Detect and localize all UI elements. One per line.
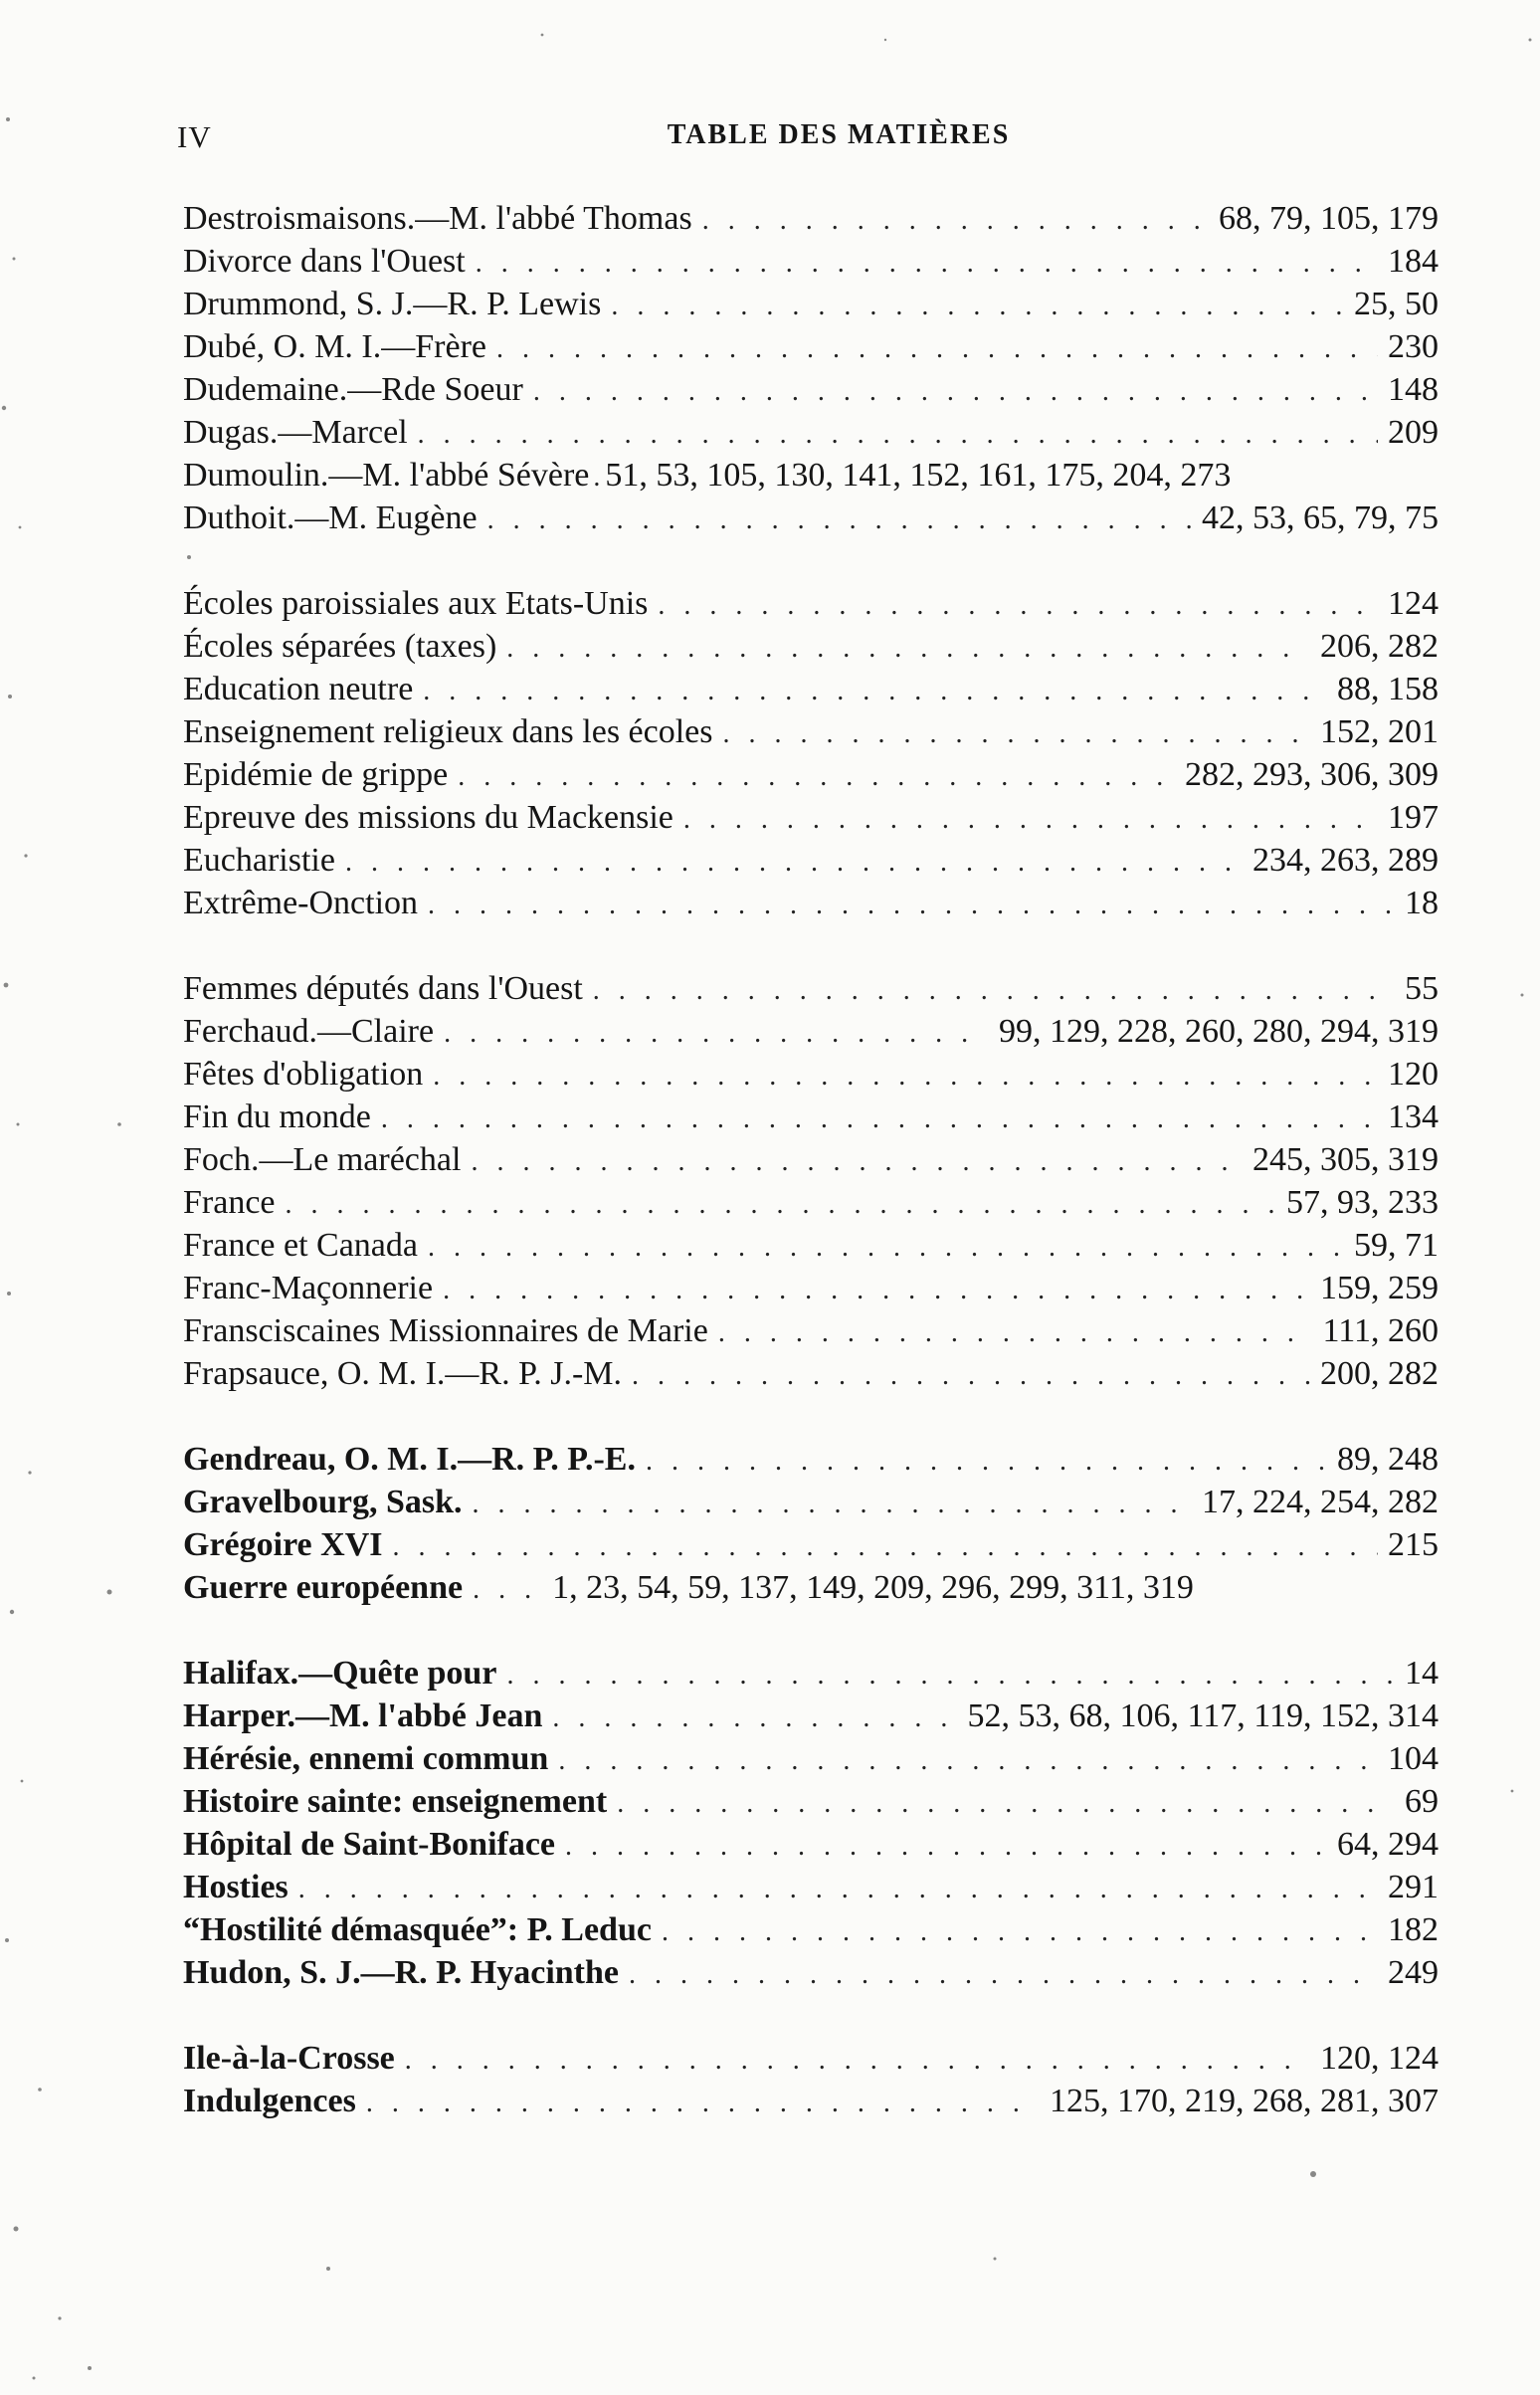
index-pages: 124 bbox=[1388, 585, 1439, 622]
index-term: Grégoire XVI bbox=[183, 1526, 383, 1563]
index-entry bbox=[183, 1010, 1439, 1053]
page-header bbox=[177, 111, 1441, 167]
index-entry bbox=[183, 625, 1439, 668]
index-pages: 51, 53, 105, 130, 141, 152, 161, 175, 204, 273 bbox=[605, 457, 1232, 494]
dot-leader bbox=[345, 841, 1243, 884]
index-entry bbox=[183, 1823, 1439, 1866]
index-pages: 234, 263, 289 bbox=[1252, 842, 1439, 879]
dot-leader bbox=[496, 327, 1378, 370]
index-pages: 14 bbox=[1405, 1655, 1439, 1692]
index-term: Frapsauce, O. M. I.—R. P. J.-M. bbox=[183, 1355, 623, 1392]
dot-leader bbox=[473, 1483, 1192, 1525]
index-pages: 159, 259 bbox=[1320, 1270, 1439, 1306]
index-term: Hôpital de Saint-Boniface bbox=[183, 1826, 556, 1863]
dot-leader bbox=[443, 1269, 1310, 1311]
index-term: Epreuve des missions du Mackensie bbox=[183, 799, 674, 836]
index-term: France et Canada bbox=[183, 1227, 418, 1264]
page-number: IV bbox=[177, 119, 212, 154]
index-pages: 148 bbox=[1388, 371, 1439, 408]
index-pages: 200, 282 bbox=[1320, 1355, 1439, 1392]
index-term: Gendreau, O. M. I.—R. P. P.-E. bbox=[183, 1441, 636, 1478]
index-pages: 57, 93, 233 bbox=[1286, 1184, 1439, 1221]
dot-leader bbox=[428, 884, 1395, 926]
index-entry bbox=[183, 2037, 1439, 2080]
dot-leader bbox=[471, 1140, 1243, 1183]
index-entry bbox=[183, 411, 1439, 454]
dot-leader bbox=[433, 1055, 1378, 1098]
dot-leader bbox=[298, 1868, 1378, 1910]
index-pages: 52, 53, 68, 106, 117, 119, 152, 314 bbox=[967, 1697, 1439, 1734]
index-term: Harper.—M. l'abbé Jean bbox=[183, 1697, 543, 1734]
index-pages: 68, 79, 105, 179 bbox=[1219, 200, 1439, 237]
index-entry bbox=[183, 1352, 1439, 1395]
dot-leader bbox=[476, 242, 1378, 285]
index-term: Duthoit.—M. Eugène bbox=[183, 499, 478, 536]
index-entry bbox=[183, 1053, 1439, 1096]
index-entry bbox=[183, 1951, 1439, 1994]
index-pages: 245, 305, 319 bbox=[1252, 1141, 1439, 1178]
index-term: Franc-Maçonnerie bbox=[183, 1270, 434, 1306]
index-pages: 42, 53, 65, 79, 75 bbox=[1202, 499, 1439, 536]
index-pages: 17, 224, 254, 282 bbox=[1202, 1484, 1439, 1520]
index-entry bbox=[183, 1523, 1439, 1566]
index-term: Écoles paroissiales aux Etats-Unis bbox=[183, 585, 649, 622]
index-pages: 209 bbox=[1388, 414, 1439, 451]
index-term: Fin du monde bbox=[183, 1098, 371, 1135]
index-term: Halifax.—Quête pour bbox=[183, 1655, 497, 1692]
index-term: Hudon, S. J.—R. P. Hyacinthe bbox=[183, 1954, 619, 1991]
index-pages: 64, 294 bbox=[1337, 1826, 1439, 1863]
index-pages: 89, 248 bbox=[1337, 1441, 1439, 1478]
index-term: Dubé, O. M. I.—Frère bbox=[183, 328, 486, 365]
index-entry bbox=[183, 1438, 1439, 1481]
dot-leader bbox=[629, 1953, 1378, 1996]
index-pages: 152, 201 bbox=[1320, 713, 1439, 750]
index-term: Gravelbourg, Sask. bbox=[183, 1484, 463, 1520]
index-pages: 249 bbox=[1388, 1954, 1439, 1991]
index-entry bbox=[183, 325, 1439, 368]
dot-leader bbox=[646, 1440, 1327, 1483]
index-term: Ferchaud.—Claire bbox=[183, 1013, 435, 1050]
index-pages: 104 bbox=[1388, 1740, 1439, 1777]
dot-leader bbox=[593, 456, 601, 499]
index-entry bbox=[183, 2080, 1439, 2122]
index-term: Fêtes d'obligation bbox=[183, 1056, 424, 1093]
index-entry bbox=[183, 753, 1439, 796]
dot-leader bbox=[683, 798, 1378, 841]
index-pages: 59, 71 bbox=[1354, 1227, 1439, 1264]
index-pages: 120 bbox=[1388, 1056, 1439, 1093]
index-entry bbox=[183, 582, 1439, 625]
dot-leader bbox=[723, 712, 1311, 755]
index-pages: 215 bbox=[1388, 1526, 1439, 1563]
index-term: Extrême-Onction bbox=[183, 885, 419, 921]
index-term: Histoire sainte: enseignement bbox=[183, 1783, 608, 1820]
dot-leader bbox=[487, 499, 1192, 541]
dot-leader bbox=[662, 1910, 1378, 1953]
dot-leader bbox=[617, 1782, 1395, 1825]
index-pages: 111, 260 bbox=[1322, 1312, 1439, 1349]
index-term: Education neutre bbox=[183, 671, 414, 707]
dot-leader bbox=[533, 370, 1378, 413]
index-term: Indulgences bbox=[183, 2083, 356, 2119]
index-term: Écoles séparées (taxes) bbox=[183, 628, 497, 665]
index-entry bbox=[183, 839, 1439, 882]
dot-leader bbox=[405, 2039, 1310, 2082]
index-pages: 69 bbox=[1405, 1783, 1439, 1820]
index-entry bbox=[183, 967, 1439, 1010]
index-pages: 134 bbox=[1388, 1098, 1439, 1135]
index-term: France bbox=[183, 1184, 276, 1221]
index-term: Hosties bbox=[183, 1869, 289, 1905]
dot-leader bbox=[611, 285, 1344, 327]
section-gap bbox=[183, 539, 1439, 582]
index-entry bbox=[183, 1566, 1439, 1609]
index-term: Dumoulin.—M. l'abbé Sévère bbox=[183, 457, 590, 494]
index-entry bbox=[183, 1224, 1439, 1267]
dot-leader bbox=[458, 755, 1175, 798]
dot-leader bbox=[702, 199, 1209, 242]
index-list bbox=[183, 197, 1439, 2122]
dot-leader bbox=[506, 627, 1310, 670]
section-gap bbox=[183, 924, 1439, 967]
index-entry bbox=[183, 1866, 1439, 1908]
dot-leader bbox=[565, 1825, 1327, 1868]
index-pages: 55 bbox=[1405, 970, 1439, 1007]
index-term: Eucharistie bbox=[183, 842, 335, 879]
index-term: Hérésie, ennemi commun bbox=[183, 1740, 549, 1777]
index-entry bbox=[183, 1096, 1439, 1138]
index-entry bbox=[183, 710, 1439, 753]
index-pages: 182 bbox=[1388, 1911, 1439, 1948]
dot-leader bbox=[428, 1226, 1344, 1269]
dot-leader bbox=[366, 2082, 1040, 2124]
index-term: Enseignement religieux dans les écoles bbox=[183, 713, 713, 750]
index-entry bbox=[183, 368, 1439, 411]
section-gap bbox=[183, 1609, 1439, 1652]
index-pages: 120, 124 bbox=[1320, 2040, 1439, 2077]
index-term: Drummond, S. J.—R. P. Lewis bbox=[183, 286, 602, 322]
index-pages: 206, 282 bbox=[1320, 628, 1439, 665]
dot-leader bbox=[381, 1098, 1378, 1140]
index-entry bbox=[183, 454, 1439, 497]
dot-leader bbox=[658, 584, 1378, 627]
index-entry bbox=[183, 1309, 1439, 1352]
index-entry bbox=[183, 1267, 1439, 1309]
index-entry bbox=[183, 197, 1439, 240]
dot-leader bbox=[423, 670, 1327, 712]
index-pages: 88, 158 bbox=[1337, 671, 1439, 707]
index-term: Foch.—Le maréchal bbox=[183, 1141, 462, 1178]
dot-leader bbox=[473, 1568, 542, 1611]
index-pages: 282, 293, 306, 309 bbox=[1185, 756, 1439, 793]
dot-leader bbox=[506, 1654, 1395, 1696]
dot-leader bbox=[552, 1696, 957, 1739]
index-pages: 25, 50 bbox=[1354, 286, 1439, 322]
index-term: Ile-à-la-Crosse bbox=[183, 2040, 395, 2077]
section-gap bbox=[183, 1994, 1439, 2037]
index-pages: 1, 23, 54, 59, 137, 149, 209, 296, 299, 311, 319 bbox=[552, 1569, 1194, 1606]
index-entry bbox=[183, 1737, 1439, 1780]
index-term: Divorce dans l'Ouest bbox=[183, 243, 466, 280]
index-pages: 125, 170, 219, 268, 281, 307 bbox=[1050, 2083, 1439, 2119]
index-term: Guerre européenne bbox=[183, 1569, 464, 1606]
dot-leader bbox=[392, 1525, 1378, 1568]
index-entry bbox=[183, 1138, 1439, 1181]
index-pages: 291 bbox=[1388, 1869, 1439, 1905]
index-entry bbox=[183, 1908, 1439, 1951]
index-entry bbox=[183, 1481, 1439, 1523]
index-entry bbox=[183, 497, 1439, 539]
index-entry bbox=[183, 240, 1439, 283]
index-entry bbox=[183, 882, 1439, 924]
index-term: “Hostilité démasquée”: P. Leduc bbox=[183, 1911, 652, 1948]
dot-leader bbox=[418, 413, 1378, 456]
section-gap bbox=[183, 1395, 1439, 1438]
index-entry bbox=[183, 1652, 1439, 1695]
index-term: Fransciscaines Missionnaires de Marie bbox=[183, 1312, 708, 1349]
index-pages: 99, 129, 228, 260, 280, 294, 319 bbox=[999, 1013, 1439, 1050]
index-term: Epidémie de grippe bbox=[183, 756, 449, 793]
index-entry bbox=[183, 1695, 1439, 1737]
index-pages: 197 bbox=[1388, 799, 1439, 836]
dot-leader bbox=[286, 1183, 1276, 1226]
index-entry bbox=[183, 1181, 1439, 1224]
index-entry bbox=[183, 283, 1439, 325]
index-pages: 230 bbox=[1388, 328, 1439, 365]
index-term: Dugas.—Marcel bbox=[183, 414, 408, 451]
index-term: Destroismaisons.—M. l'abbé Thomas bbox=[183, 200, 692, 237]
dot-leader bbox=[444, 1012, 989, 1055]
index-entry bbox=[183, 796, 1439, 839]
dot-leader bbox=[632, 1354, 1310, 1397]
index-entry bbox=[183, 668, 1439, 710]
index-entry bbox=[183, 1780, 1439, 1823]
index-pages: 18 bbox=[1405, 885, 1439, 921]
dot-leader bbox=[558, 1739, 1378, 1782]
index-term: Femmes députés dans l'Ouest bbox=[183, 970, 583, 1007]
dot-leader bbox=[593, 969, 1395, 1012]
index-term: Dudemaine.—Rde Soeur bbox=[183, 371, 523, 408]
running-title: TABLE DES MATIÈRES bbox=[667, 119, 1011, 150]
dot-leader bbox=[718, 1311, 1313, 1354]
index-pages: 184 bbox=[1388, 243, 1439, 280]
